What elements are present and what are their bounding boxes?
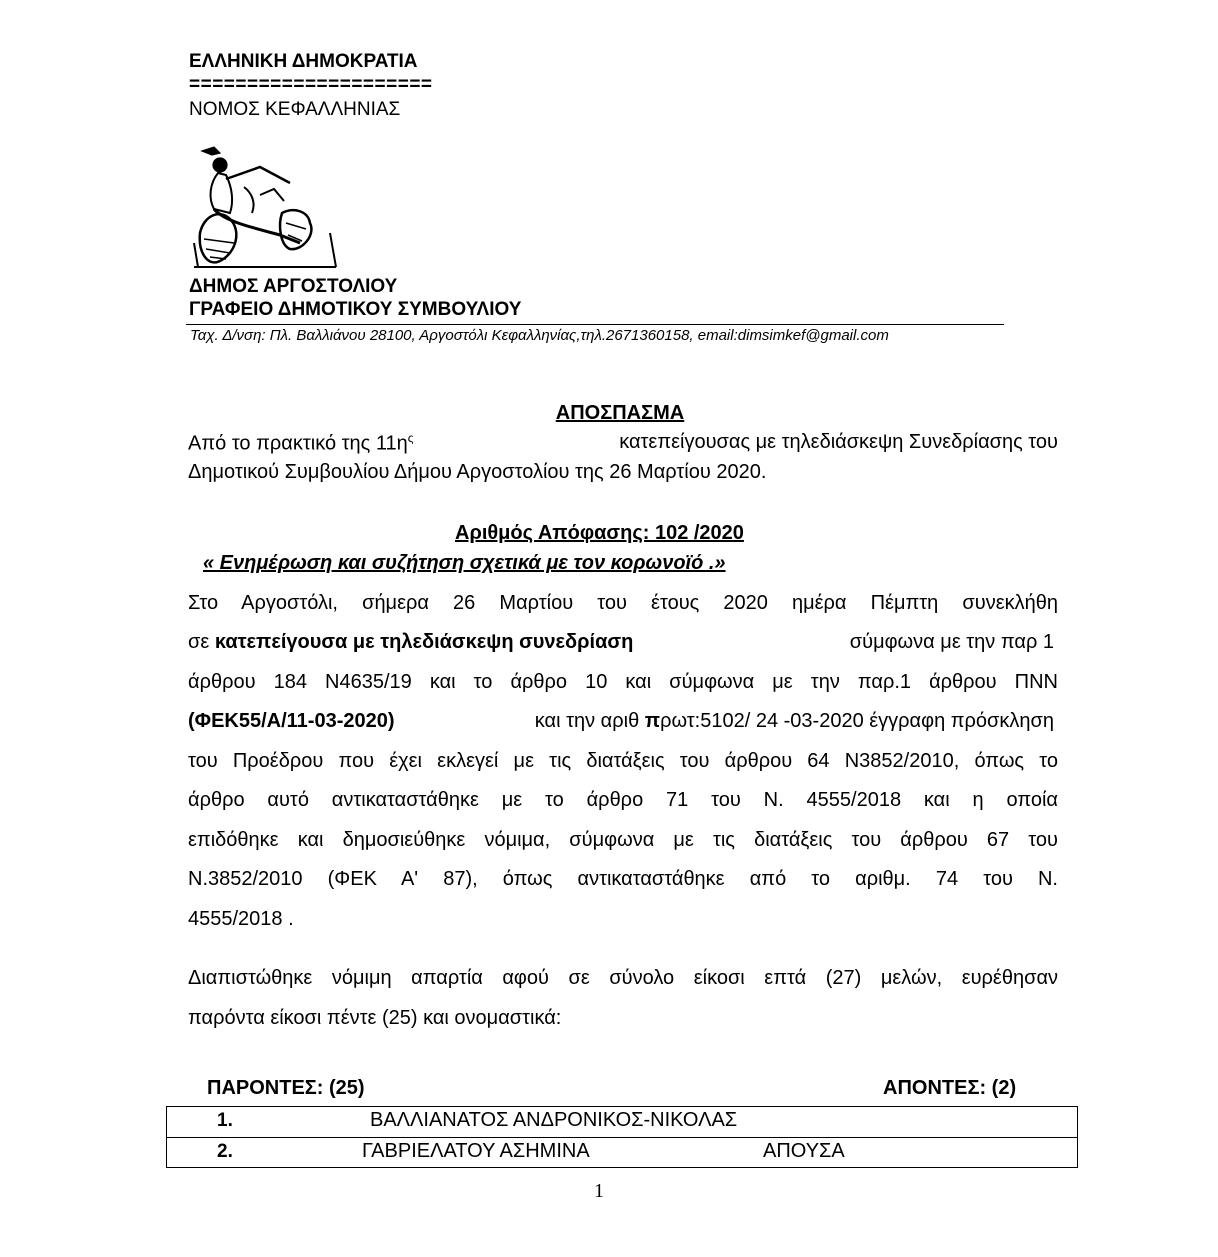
header-separator: ===================== <box>189 74 433 95</box>
document-title: ΑΠΟΣΠΑΣΜΑ <box>555 402 685 424</box>
paragraph1-line1: Στο Αργοστόλι, σήμερα 26 Μαρτίου του έτους 2020 ημέρα Πέμπτη συνεκλήθη <box>188 592 1058 614</box>
page-number: 1 <box>594 1180 604 1202</box>
row-number: 1. <box>217 1110 233 1131</box>
intro-line-1 <box>188 431 1058 456</box>
hermes-statue-logo-icon <box>190 143 340 273</box>
contact-info: Ταχ. Δ/νση: Πλ. Βαλλιάνου 28100, Αργοστόλι Κεφαλληνίας,τηλ.2671360158, email:dimsimkef@gmail.com <box>190 327 889 344</box>
municipality-heading: ΔΗΜΟΣ ΑΡΓΟΣΤΟΛΙΟΥ <box>189 276 398 297</box>
paragraph2-line2: παρόντα είκοσι πέντε (25) και ονομαστικά: <box>188 1007 562 1029</box>
decision-number: Αριθμός Απόφασης: 102 /2020 <box>455 522 744 544</box>
paragraph1-line2 <box>188 631 1054 654</box>
member-name: ΒΑΛΛΙΑΝΑΤΟΣ ΑΝΔΡΟΝΙΚΟΣ-ΝΙΚΟΛΑΣ <box>370 1109 738 1131</box>
office-heading: ΓΡΑΦΕΙΟ ΔΗΜΟΤΙΚΟΥ ΣΥΜΒΟΥΛΙΟΥ <box>189 299 522 320</box>
p1-l4-bold2: π <box>644 710 661 732</box>
attendance-table <box>166 1106 1078 1168</box>
paragraph1-line4 <box>188 710 1054 733</box>
table-row <box>167 1107 1077 1137</box>
p1-l2-bold: κατεπείγουσα με τηλεδιάσκεψη συνεδρίαση <box>214 631 634 653</box>
member-status: ΑΠΟΥΣΑ <box>763 1140 845 1162</box>
row-number: 2. <box>217 1141 233 1162</box>
paragraph1-line7: επιδόθηκε και δημοσιεύθηκε νόμιμα, σύμφωνα με τις διατάξεις του άρθρου 67 του <box>188 829 1058 851</box>
table-row <box>167 1137 1077 1168</box>
paragraph1-line8: Ν.3852/2010 (ΦΕΚ Α' 87), όπως αντικαταστάθηκε από το αριθμ. 74 του Ν. <box>188 868 1058 890</box>
p1-l4-text-b: ρωτ:5102/ 24 -03-2020 έγγραφη πρόσκληση <box>660 710 1054 732</box>
intro-line-2: Δημοτικού Συμβουλίου Δήμου Αργοστολίου της 26 Μαρτίου 2020. <box>188 461 767 483</box>
header-divider <box>186 324 1004 325</box>
republic-heading: ΕΛΛΗΝΙΚΗ ΔΗΜΟΚΡΑΤΙΑ <box>189 51 418 72</box>
p1-l2-text-b: σύμφωνα με την παρ 1 <box>849 631 1054 653</box>
paragraph2-line1: Διαπιστώθηκε νόμιμη απαρτία αφού σε σύνολο είκοσι επτά (27) μελών, ευρέθησαν <box>188 967 1058 989</box>
paragraph1-line5: του Προέδρου που έχει εκλεγεί με τις διατάξεις του άρθρου 64 Ν3852/2010, όπως το <box>188 750 1058 772</box>
present-label: ΠΑΡΟΝΤΕΣ: (25) <box>207 1077 365 1099</box>
paragraph1-line9: 4555/2018 . <box>188 908 294 930</box>
absent-label: ΑΠΟΝΤΕΣ: (2) <box>883 1077 1017 1099</box>
intro-text-b: κατεπείγουσας με τηλεδιάσκεψη Συνεδρίασης του <box>619 431 1058 453</box>
intro-superscript: ς <box>407 431 414 445</box>
p1-l2-text-a: σε <box>188 631 210 653</box>
paragraph1-line3: άρθρου 184 Ν4635/19 και το άρθρο 10 και σύμφωνα με την παρ.1 άρθρου ΠΝΝ <box>188 671 1058 693</box>
paragraph1-line6: άρθρο αυτό αντικαταστάθηκε με το άρθρο 71 του Ν. 4555/2018 και η οποία <box>188 789 1058 811</box>
decision-subject: « Ενημέρωση και συζήτηση σχετικά με τον κορωνοϊό .» <box>203 552 726 574</box>
p1-l4-bold: (ΦΕΚ55/Α/11-03-2020) <box>188 710 395 732</box>
intro-text-a: Από το πρακτικό της 11η <box>188 432 408 455</box>
prefecture-heading: ΝΟΜΟΣ ΚΕΦΑΛΛΗΝΙΑΣ <box>189 99 401 120</box>
member-name: ΓΑΒΡΙΕΛΑΤΟΥ ΑΣΗΜΙΝΑ <box>362 1140 590 1162</box>
p1-l4-text-a: και την αριθ <box>534 710 640 732</box>
